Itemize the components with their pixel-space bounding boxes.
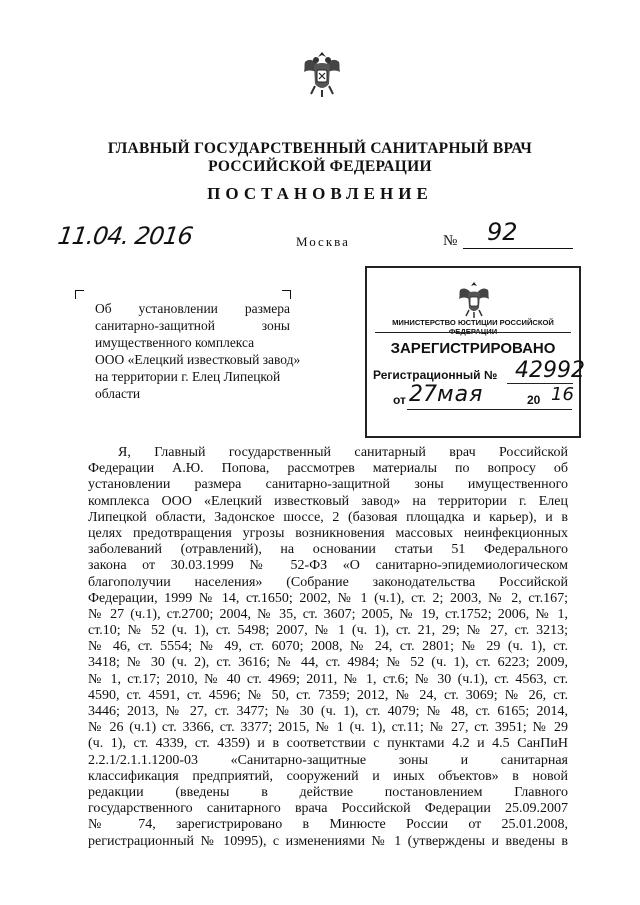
body-line: 4590, ст. 4591, ст. 4596; № 50, ст. 7359; 2012, № 24, ст. 3069; № 26, ст. — [88, 687, 568, 703]
stamp-emblem-icon — [457, 280, 491, 320]
body-line: классификация предприятий, сооружений и иных объектов» в новой — [88, 768, 568, 784]
body-line: № 1, ст.17; 2010, № 40 ст. 4969; 2011, № 1, ст.6; № 30 (ч.1), ст. 4563, ст. — [88, 671, 568, 687]
body-text — [88, 445, 568, 850]
subject-line: ООО «Елецкий известковый завод» — [95, 352, 301, 367]
stamp-year-suffix: 16 — [551, 384, 574, 405]
body-line: благополучии населения» (Собрание законодательства Российской — [88, 574, 568, 590]
body-line: регистрационный № 10995), с изменениями № 1 (утверждены и введены в — [88, 833, 568, 849]
subject-line: имущественного комплекса — [95, 335, 255, 350]
body-line: (ч. 1), ст. 4339, ст. 4359) и в соответствии с пунктами 4.2 и 4.5 СанПиН — [88, 736, 568, 752]
stamp-date-underline — [407, 409, 572, 410]
body-line: государственного санитарного врача Российской Федерации 25.09.2007 — [88, 801, 568, 817]
stamp-registered: ЗАРЕГИСТРИРОВАНО — [390, 340, 556, 357]
subject-line: области — [95, 386, 141, 401]
stamp-from-label: от — [393, 393, 406, 407]
subject-line: на территории г. Елец Липецкой — [95, 369, 281, 384]
body-line: 3446; 2013, № 27, ст. 3477; № 30 (ч. 1), ст. 4079; № 48, ст. 6165; 2014, — [88, 704, 568, 719]
registration-stamp — [365, 266, 585, 438]
stamp-divider — [375, 332, 571, 333]
stamp-month: мая — [437, 382, 484, 407]
body-line: № 27 (ч.1), ст.2700; 2004, № 35, ст. 3607; 2005, № 19, ст.1752; 2006, № 1, — [88, 606, 568, 622]
stamp-reg-label: Регистрационный № — [373, 368, 498, 382]
subject-block — [95, 300, 301, 402]
body-line: установлении размера санитарно-защитной зоны имущественного — [88, 477, 568, 493]
document-number: 92 — [487, 218, 518, 246]
stamp-reg-number: 42992 — [515, 358, 585, 383]
issuer-title-line2: РОССИЙСКОЙ ФЕДЕРАЦИИ — [208, 158, 432, 175]
body-line: Липецкой области, Задонское шоссе, 2 (базовая площадка и карьер), и в — [88, 509, 568, 525]
body-line: 2.2.1/2.1.1.1200-03 «Санитарно-защитные зоны и санитарная — [88, 752, 568, 768]
body-line: № 26 (ч.1) ст. 3366, ст. 3377; 2015, № 1 (ч. 1), ст.11; № 27, ст. 3951; № 29 — [88, 720, 568, 736]
body-line: ст.10; № 52 (ч. 1), ст. 5498; 2007, № 1 (ч. 1), ст. 21, 29; № 27, ст. 3213; — [88, 623, 568, 639]
stamp-day: 27 — [409, 382, 437, 407]
body-line: редакции (введены в действие постановлением Главного — [88, 784, 568, 800]
subject-bracket-right — [282, 290, 291, 299]
body-line: Я, Главный государственный санитарный врач Российской — [118, 445, 568, 460]
body-line: закона от 30.03.1999 № 52-ФЗ «О санитарно-эпидемиологическом — [88, 558, 568, 574]
subject-line: Об установлении размера — [95, 301, 290, 316]
document-type: ПОСТАНОВЛЕНИЕ — [207, 184, 433, 203]
body-line: Федерации А.Ю. Попова, рассмотрев материалы по вопросу об — [88, 461, 568, 477]
body-line: № 46, ст. 5554; № 49, ст. 6070; 2008, № 24, ст. 2801; № 29 (ч. 1), ст. — [88, 639, 568, 655]
body-line: целях предотвращения угрозы возникновения массовых неинфекционных — [88, 525, 568, 541]
body-line: комплекса ООО «Елецкий известковый завод» на территории г. Елец — [88, 493, 568, 509]
number-label: № — [443, 233, 458, 249]
stamp-ministry: МИНИСТЕРСТВО ЮСТИЦИИ РОССИЙСКОЙ ФЕДЕРАЦИИ — [392, 318, 554, 336]
body-line: Федерации, 1999 № 14, ст.1650; 2002, № 1 (ч.1), ст. 2; 2003, № 2, ст.167; — [88, 590, 568, 606]
body-line: 3418; № 30 (ч. 2), ст. 3616; № 44, ст. 4984; № 52 (ч. 1), ст. 6223; 2009, — [88, 655, 568, 671]
coat-of-arms-icon — [299, 48, 345, 100]
issuer-title-line1: ГЛАВНЫЙ ГОСУДАРСТВЕННЫЙ САНИТАРНЫЙ ВРАЧ — [107, 140, 533, 157]
city: Москва — [296, 234, 350, 249]
subject-line: санитарно-защитной зоны — [95, 318, 290, 333]
body-line: заболеваний (отравлений), на основании статьи 51 Федерального — [88, 542, 568, 558]
stamp-year-prefix: 20 — [527, 393, 541, 407]
body-line: № 74, зарегистрировано в Минюсте России от 25.01.2008, — [88, 817, 568, 833]
document-date: 11.04. 2016 — [56, 222, 195, 250]
number-underline — [463, 248, 573, 249]
subject-bracket-left — [75, 290, 84, 299]
